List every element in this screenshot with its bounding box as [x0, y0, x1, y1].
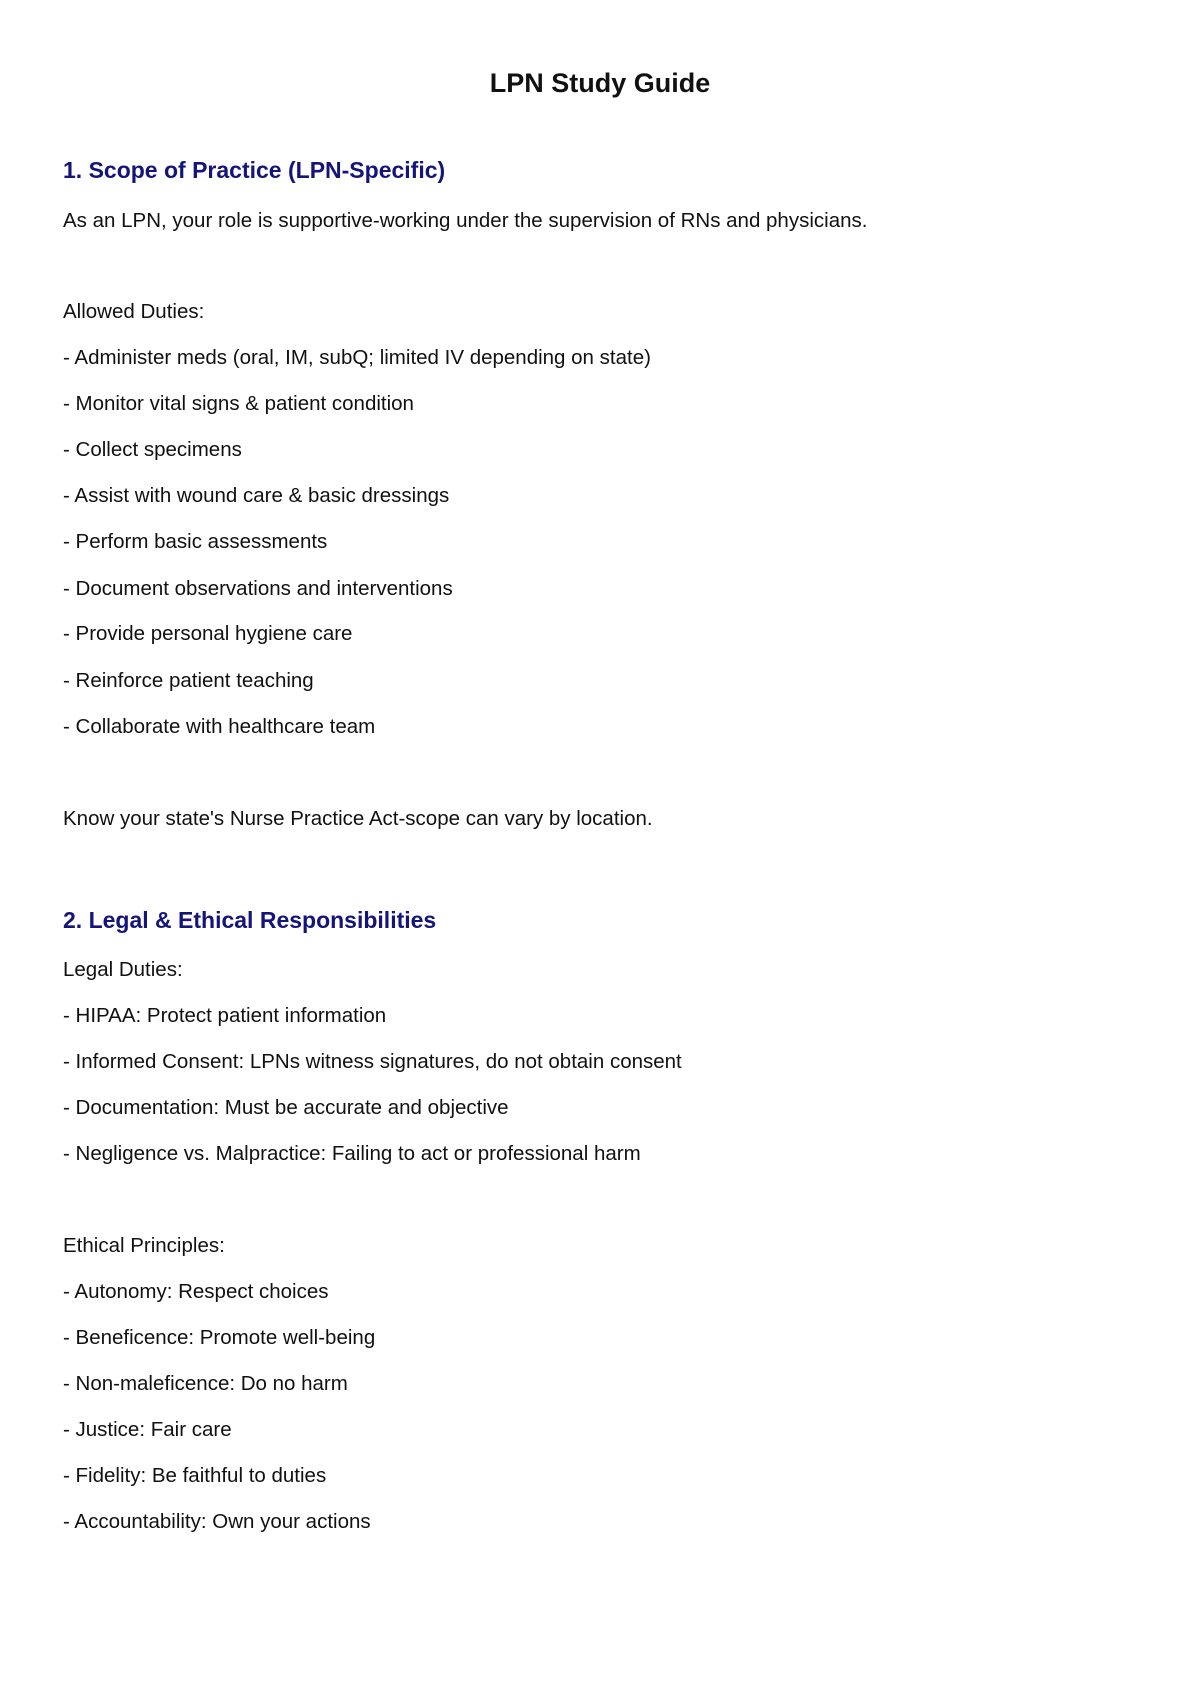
list-item: - Informed Consent: LPNs witness signatures, do not obtain consent	[63, 1050, 682, 1073]
list-item: - Assist with wound care & basic dressings	[63, 484, 450, 507]
document-title: LPN Study Guide	[489, 68, 711, 98]
list-item: - Reinforce patient teaching	[63, 669, 314, 692]
list-item: - Non-maleficence: Do no harm	[63, 1372, 348, 1395]
list-item: - Provide personal hygiene care	[63, 622, 353, 645]
list-item: - Collaborate with healthcare team	[63, 715, 376, 738]
list-item: - Justice: Fair care	[63, 1418, 232, 1441]
list-item: - Fidelity: Be faithful to duties	[63, 1464, 327, 1487]
list-item: - HIPAA: Protect patient information	[63, 1004, 387, 1027]
scope-intro: As an LPN, your role is supportive-working under the supervision of RNs and physicians.	[63, 209, 868, 232]
list-item: - Autonomy: Respect choices	[63, 1280, 329, 1303]
list-item: - Monitor vital signs & patient condition	[63, 392, 414, 415]
legal-duties-label: Legal Duties:	[63, 958, 183, 981]
allowed-duties-label: Allowed Duties:	[63, 300, 205, 323]
ethical-principles-label: Ethical Principles:	[63, 1234, 225, 1257]
list-item: - Accountability: Own your actions	[63, 1510, 371, 1533]
list-item: - Document observations and interventions	[63, 577, 453, 600]
section-heading-scope: 1. Scope of Practice (LPN-Specific)	[63, 157, 446, 183]
list-item: - Beneficence: Promote well-being	[63, 1326, 376, 1349]
list-item: - Perform basic assessments	[63, 530, 328, 553]
list-item: - Administer meds (oral, IM, subQ; limited IV depending on state)	[63, 346, 651, 369]
list-item: - Collect specimens	[63, 438, 242, 461]
list-item: - Documentation: Must be accurate and objective	[63, 1096, 509, 1119]
scope-note: Know your state's Nurse Practice Act-scope can vary by location.	[63, 807, 653, 830]
section-heading-legal-ethical: 2. Legal & Ethical Responsibilities	[63, 907, 437, 933]
list-item: - Negligence vs. Malpractice: Failing to act or professional harm	[63, 1142, 641, 1165]
